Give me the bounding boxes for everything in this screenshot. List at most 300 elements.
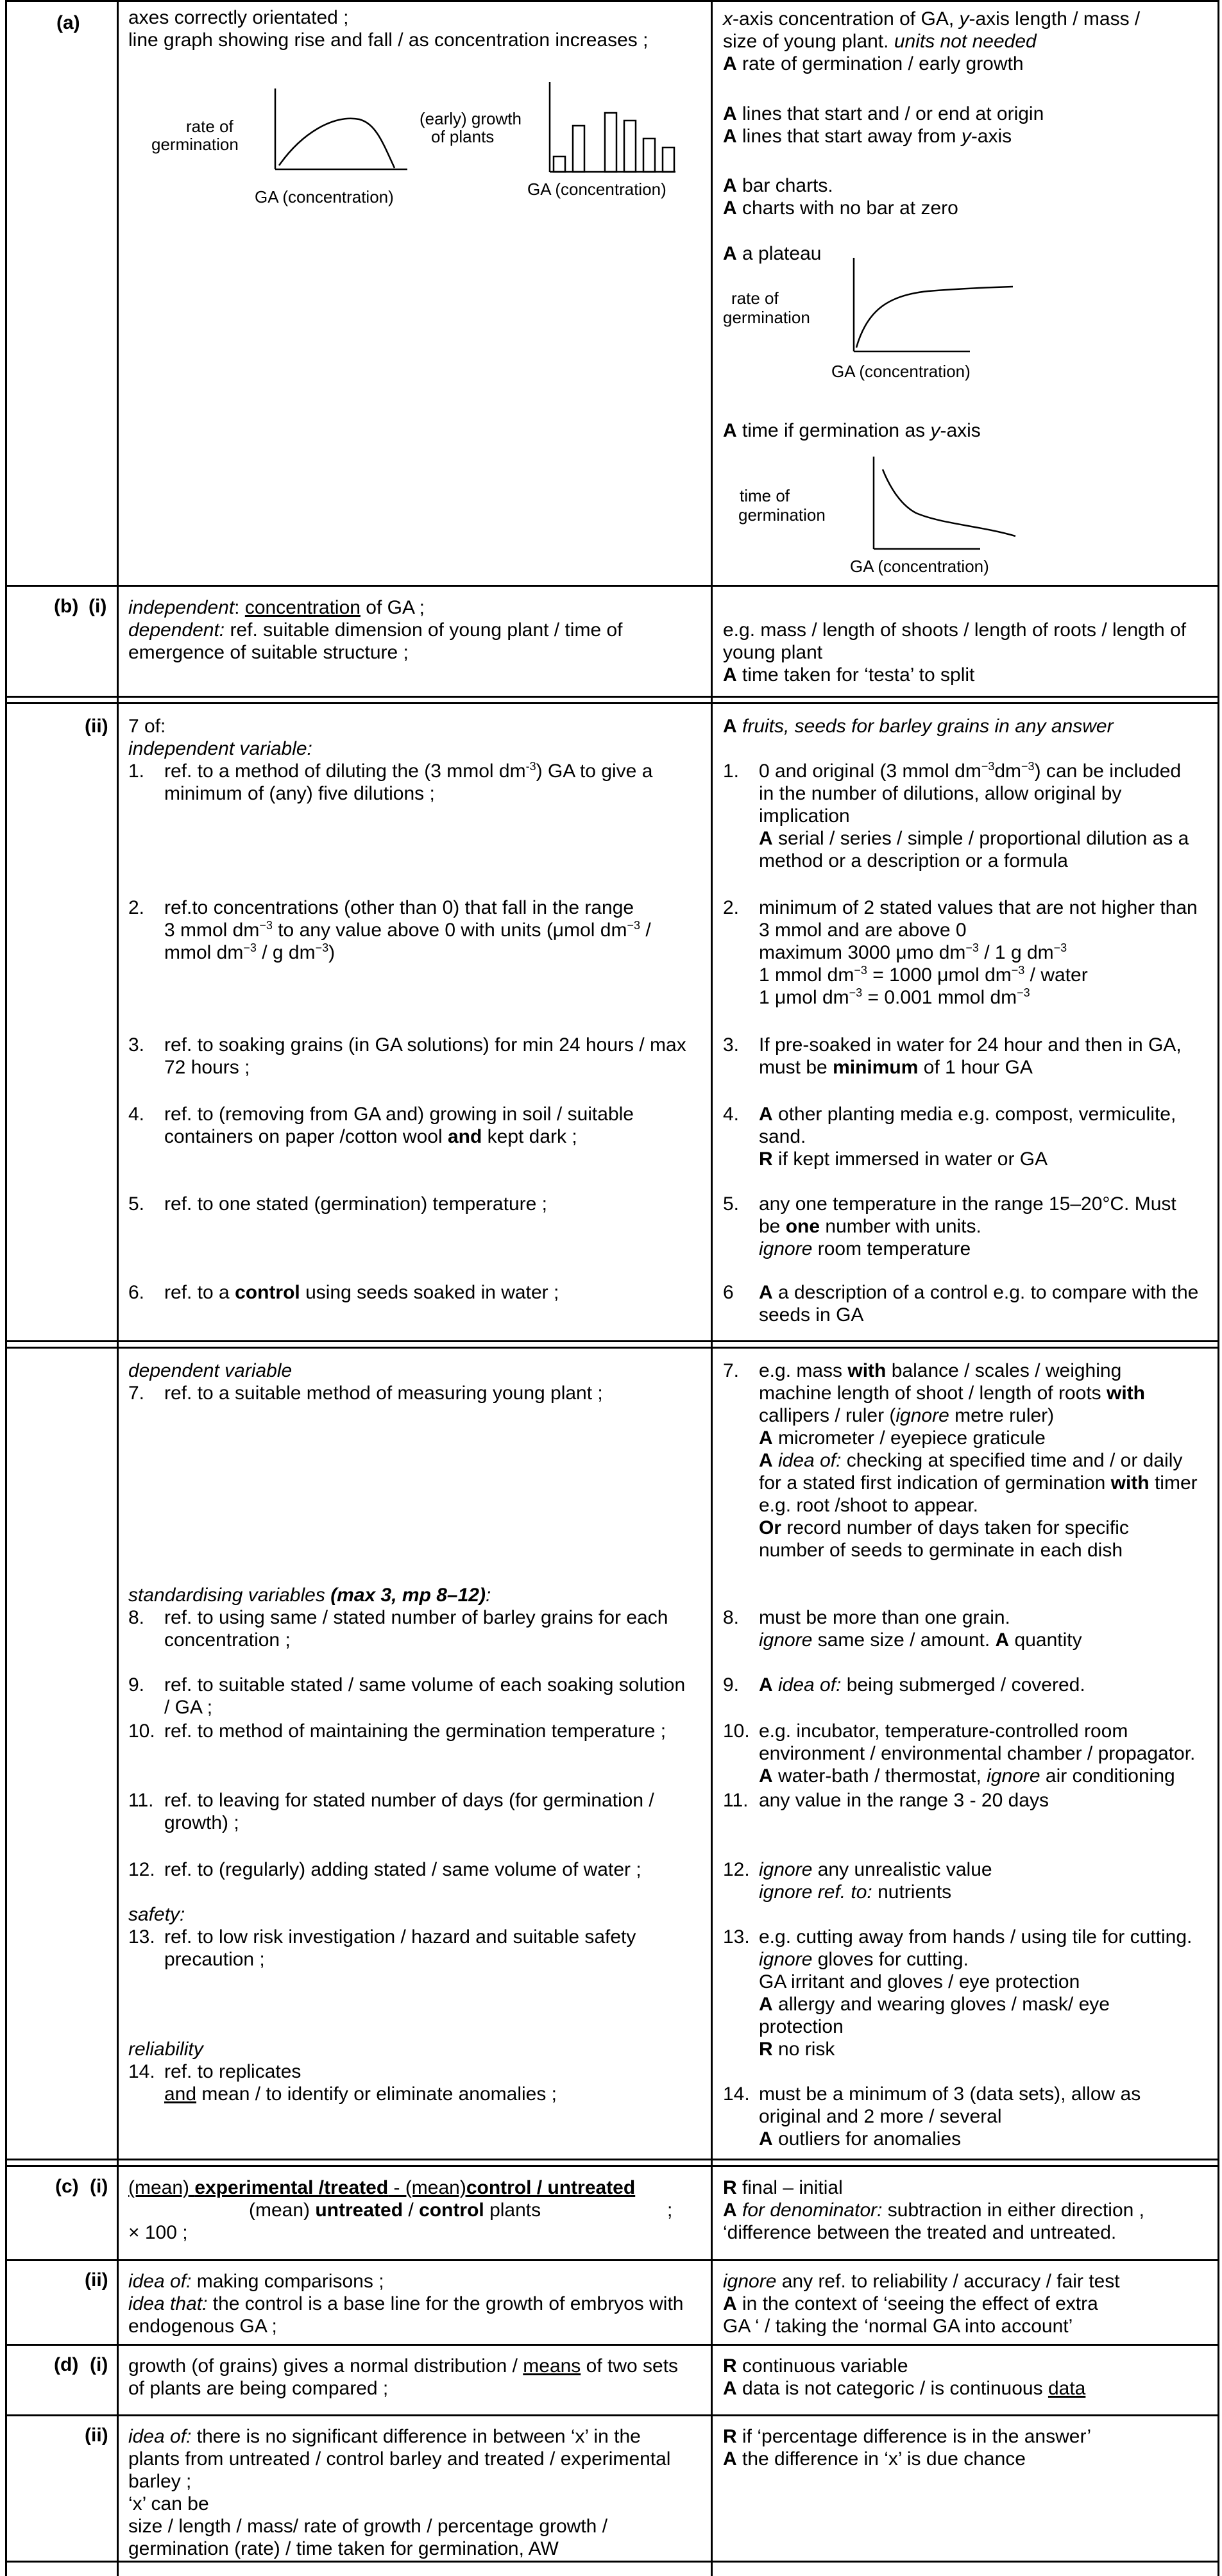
graph-y-label: of plants (431, 127, 495, 146)
answer-line: size / length / mass/ rate of growth / percentage growth / (128, 2516, 608, 2537)
guidance-line (723, 2270, 1120, 2293)
guide-text (759, 1404, 1054, 1427)
guidance-line (723, 2377, 1085, 2400)
table-col-divider-1 (117, 0, 119, 2576)
italic-text: for denominator: (736, 2200, 883, 2221)
italic-text: idea of: (128, 2271, 192, 2292)
italic-text: y (930, 420, 940, 441)
item-number: 8. (128, 1607, 145, 1628)
question-label-a: (a) (56, 12, 80, 33)
text: allergy and wearing gloves / mask/ eye (772, 1994, 1110, 2015)
answer-line: ‘x’ can be (128, 2493, 209, 2514)
bold-text: and (447, 1126, 482, 1147)
accept-marker: A (723, 664, 737, 686)
accept-marker: A (723, 420, 737, 441)
question-sublabel: (ii) (85, 716, 108, 737)
text: continuous variable (736, 2355, 908, 2377)
guide-text: original and 2 more / several (759, 2106, 1002, 2127)
text: ) can be included (1034, 761, 1182, 782)
accept-marker: A (723, 2200, 737, 2221)
reject-marker: R (723, 2426, 737, 2447)
guidance-line (723, 125, 1012, 147)
text: for a stated first indication of germination (759, 1472, 1111, 1494)
row-divider (5, 2165, 1219, 2167)
text: same size / amount. (812, 1629, 996, 1651)
item-number: 2. (128, 897, 145, 918)
text: growth (of grains) gives a normal distribution / (128, 2355, 523, 2377)
text: number with units. (820, 1216, 981, 1237)
text: ref. to a (164, 1282, 235, 1303)
guidance-line: e.g. mass / length of shoots / length of roots / length of (723, 619, 1187, 641)
italic-text: ignore ref. to: (759, 1881, 872, 1903)
guide-text (759, 1103, 1176, 1125)
answer-line (128, 2270, 384, 2293)
guide-text: minimum of 2 stated values that are not higher than (759, 897, 1198, 918)
reject-marker: R (723, 2177, 737, 2198)
answer-line (128, 596, 425, 619)
accept-marker: A (759, 1282, 773, 1303)
item-number: 9. (128, 1674, 145, 1696)
item-text (164, 941, 335, 964)
underlined-text: and (164, 2084, 197, 2105)
answer-semicolon: ; (667, 2200, 673, 2221)
accept-marker: A (723, 2448, 737, 2470)
guidance-line (723, 715, 1114, 737)
text: = 0.001 mmol dm (862, 987, 1017, 1008)
item-text (164, 1125, 577, 1148)
table-right-border (1218, 0, 1219, 2576)
guide-text: protection (759, 2016, 844, 2037)
item-text: ref. to replicates (164, 2061, 301, 2082)
guide-text: in the number of dilutions, allow original by (759, 783, 1122, 804)
guidance-line (723, 2355, 908, 2377)
guide-text: e.g. root /shoot to appear. (759, 1495, 978, 1516)
guidance-line (723, 419, 981, 442)
guide-text (759, 1427, 1046, 1449)
underlined-text: means (523, 2355, 581, 2377)
row-divider (5, 0, 1219, 2)
bold-underlined-text: control / untreated (466, 2177, 636, 2198)
text: serial / series / simple / proportional dilution as a (772, 828, 1189, 849)
item-text (164, 1281, 559, 1304)
graph-x-label: GA (concentration) (255, 187, 394, 206)
answer-line (128, 2176, 635, 2199)
graph-y-label: germination (738, 505, 826, 525)
decreasing-curve (883, 469, 1015, 536)
guide-text: e.g. incubator, temperature-controlled room (759, 1721, 1128, 1742)
answer-line: axes correctly orientated ; (128, 7, 349, 28)
question-sublabel: (ii) (85, 2269, 108, 2291)
item-text: ref. to a suitable method of measuring young plant ; (164, 1383, 603, 1404)
guide-number: 5. (723, 1193, 740, 1215)
guide-number: 8. (723, 1607, 740, 1628)
bar (624, 121, 636, 172)
text: nutrients (872, 1881, 952, 1903)
guide-text: seeds in GA (759, 1304, 864, 1326)
text: mmol dm (164, 942, 244, 963)
text: record number of days taken for specific (781, 1517, 1129, 1538)
text: charts with no bar at zero (736, 198, 958, 219)
item-number: 5. (128, 1193, 145, 1215)
underlined-text: (mean) (128, 2177, 195, 2198)
guide-text (759, 1382, 1145, 1404)
accept-marker: A (759, 828, 773, 849)
guide-text (759, 1517, 1129, 1539)
graph-x-label: GA (concentration) (831, 362, 971, 381)
accept-marker: A (723, 198, 737, 219)
item-text: / GA ; (164, 1697, 213, 1718)
text: room temperature (812, 1238, 971, 1259)
item-number: 6. (128, 1282, 145, 1303)
text: = 1000 μmol dm (867, 964, 1012, 986)
text: must be (759, 1057, 833, 1078)
text: dm (994, 761, 1022, 782)
bold-text: untreated (315, 2200, 403, 2221)
row-divider (5, 2414, 1219, 2416)
guide-text: If pre-soaked in water for 24 hour and then in GA, (759, 1034, 1182, 1056)
bold-text: minimum (833, 1057, 919, 1078)
guide-number: 9. (723, 1674, 740, 1696)
guide-text (759, 986, 1030, 1009)
item-text: ref. to using same / stated number of barley grains for each (164, 1607, 668, 1628)
guidance-line (723, 8, 1140, 30)
item-text (164, 760, 652, 782)
text: 0 and original (3 mmol dm (759, 761, 981, 782)
reject-marker: R (759, 2039, 773, 2060)
text: -axis (971, 126, 1012, 147)
text: e.g. mass (759, 1360, 848, 1381)
plateau-line-graph (851, 258, 1018, 354)
item-text: ref. to (removing from GA and) growing in soil / suitable (164, 1104, 634, 1125)
underlined-text: - (mean) (388, 2177, 466, 2198)
growth-bar-chart (548, 82, 677, 175)
item-text: concentration ; (164, 1629, 291, 1651)
guide-text (759, 964, 1088, 986)
guide-text: implication (759, 805, 850, 827)
bar (663, 147, 674, 172)
guide-text (759, 1674, 1085, 1696)
bold-text: one (785, 1216, 820, 1237)
superscript: −3 (315, 941, 329, 954)
accept-marker: A (759, 1994, 773, 2015)
or-marker: Or (759, 1517, 782, 1538)
item-text: ref. to soaking grains (in GA solutions) for min 24 hours / max (164, 1034, 686, 1056)
guide-text (759, 1629, 1082, 1651)
text: the difference in ‘x’ is due chance (736, 2448, 1026, 2470)
item-number: 1. (128, 761, 145, 782)
question-sublabel: (i) (90, 2354, 108, 2375)
italic-text: y (961, 126, 971, 147)
bold-text: with (1107, 1383, 1146, 1404)
text: a plateau (736, 243, 822, 264)
italic-text: idea of: (128, 2426, 192, 2447)
text: if ‘percentage difference is in the answer’ (736, 2426, 1092, 2447)
guide-text: any one temperature in the range 15–20°C. Must (759, 1193, 1176, 1215)
item-text: ref. to (regularly) adding stated / same volume of water ; (164, 1859, 641, 1880)
accept-marker: A (723, 243, 737, 264)
superscript: −3 (849, 986, 863, 999)
item-number: 4. (128, 1104, 145, 1125)
guidance-line (723, 242, 821, 265)
superscript: −3 (1021, 760, 1035, 773)
item-number: 7. (128, 1383, 145, 1404)
text: micrometer / eyepiece graticule (772, 1427, 1046, 1449)
item-number: 12. (128, 1859, 155, 1880)
answer-line: emergence of suitable structure ; (128, 642, 409, 663)
table-col-divider-2 (711, 0, 713, 2576)
guide-text: environment / environmental chamber / propagator. (759, 1743, 1196, 1764)
text: any ref. to reliability / accuracy / fair test (776, 2271, 1120, 2292)
answer-line (128, 2293, 683, 2315)
italic-text: units not needed (894, 31, 1037, 52)
subheading: dependent variable (128, 1360, 293, 1381)
italic-text: independent (128, 597, 235, 618)
guide-text (759, 1449, 1182, 1472)
text: outliers for anomalies (772, 2128, 962, 2150)
text: maximum 3000 μmo dm (759, 942, 966, 963)
item-text: ref. to low risk investigation / hazard and suitable safety (164, 1926, 636, 1948)
guidance-line (723, 174, 833, 197)
text: gloves for cutting. (812, 1949, 969, 1970)
italic-text: standardising variables (128, 1585, 331, 1606)
reject-marker: R (723, 2355, 737, 2377)
text: (mean) (249, 2200, 316, 2221)
text: 1 μmol dm (759, 987, 849, 1008)
guide-text (759, 1148, 1048, 1170)
guide-text (759, 1993, 1110, 2016)
guidance-line (723, 2425, 1091, 2448)
guide-number: 12. (723, 1859, 750, 1880)
guidance-line (723, 664, 974, 686)
italic-text: idea of: (778, 1450, 842, 1471)
item-text: 72 hours ; (164, 1057, 250, 1078)
graph-y-label: time of (740, 486, 790, 505)
text: other planting media e.g. compost, vermiculite, (772, 1104, 1176, 1125)
guide-text: method or a description or a formula (759, 850, 1068, 871)
question-label-d: (d) (54, 2354, 79, 2375)
guidance-line: young plant (723, 642, 823, 663)
accept-marker: A (723, 103, 737, 124)
accept-marker: A (759, 2128, 773, 2150)
graph-y-label: germination (723, 308, 810, 327)
guide-text: any value in the range 3 - 20 days (759, 1790, 1049, 1811)
text: to any value above 0 with units (μmol dm (272, 920, 627, 941)
rise-fall-curve (279, 119, 395, 168)
guide-text (759, 1056, 1033, 1079)
text: be (759, 1216, 786, 1237)
accept-marker: A (759, 1674, 773, 1696)
text: containers on paper /cotton wool (164, 1126, 448, 1147)
guide-number: 10. (723, 1721, 750, 1742)
guide-text (759, 1881, 951, 1903)
answer-line (128, 619, 623, 641)
answer-line (128, 2425, 641, 2448)
text: 1 mmol dm (759, 964, 854, 986)
bold-text: with (1110, 1472, 1150, 1494)
answer-line: line graph showing rise and fall / as concentration increases ; (128, 29, 649, 51)
guide-number: 1. (723, 761, 740, 782)
answer-line: germination (rate) / time taken for germination, AW (128, 2538, 559, 2559)
guidance-line: GA ‘ / taking the ‘normal GA into account’ (723, 2316, 1073, 2337)
italic-text: fruits, seeds for barley grains in any answer (736, 716, 1114, 737)
accept-marker: A (759, 1427, 773, 1449)
guidance-line (723, 30, 1037, 53)
text: ref. suitable dimension of young plant / time of (225, 619, 623, 641)
guide-text (759, 1858, 992, 1881)
item-text: ref. to one stated (germination) temperature ; (164, 1193, 547, 1215)
answer-line (128, 2355, 678, 2377)
question-label-b: (b) (54, 596, 79, 617)
guide-number: 4. (723, 1104, 740, 1125)
row-divider (5, 702, 1219, 704)
guide-number: 14. (723, 2084, 750, 2105)
item-text: precaution ; (164, 1949, 265, 1970)
text: ) GA to give a (536, 761, 653, 782)
italic-text: ignore (895, 1405, 949, 1426)
text: subtraction in either direction , (882, 2200, 1145, 2221)
answer-line: × 100 ; (128, 2222, 188, 2243)
guide-text: 3 mmol and are above 0 (759, 920, 967, 941)
bar (554, 156, 565, 172)
accept-marker: A (723, 716, 737, 737)
text: the control is a base line for the growth of embryos with (207, 2293, 684, 2314)
text: in the context of ‘seeing the effect of extra (736, 2293, 1098, 2314)
accept-marker: A (759, 1104, 773, 1125)
text: time if germination as (736, 420, 931, 441)
italic-text: ignore (723, 2271, 777, 2292)
superscript: −3 (243, 941, 257, 954)
question-sublabel: (ii) (85, 2425, 108, 2446)
item-text: ref.to concentrations (other than 0) that fall in the range (164, 897, 634, 918)
text: : (234, 597, 245, 618)
answer-line (249, 2199, 541, 2221)
underlined-text: data (1048, 2378, 1086, 2399)
bold-italic-text: (max 3, mp 8–12) (330, 1585, 486, 1606)
text: no risk (772, 2039, 835, 2060)
text: ) (328, 942, 335, 963)
text: -axis length / mass / (969, 8, 1141, 29)
bold-underlined-text: experimental /treated (194, 2177, 389, 2198)
text: / water (1024, 964, 1088, 986)
item-number: 13. (128, 1926, 155, 1948)
item-text: ref. to leaving for stated number of days (for germination / (164, 1790, 654, 1811)
text: -axis (940, 420, 981, 441)
text: checking at specified time and / or daily (841, 1450, 1183, 1471)
italic-text: ignore (759, 1949, 813, 1970)
text: / g dm (256, 942, 316, 963)
text: rate of germination / early growth (736, 53, 1024, 74)
bar (643, 139, 655, 172)
text: there is no significant difference in between ‘x’ in the (191, 2426, 641, 2447)
italic-text: ignore (987, 1765, 1040, 1787)
row-divider (5, 2259, 1219, 2261)
text: size of young plant. (723, 31, 894, 52)
guide-text: must be more than one grain. (759, 1607, 1010, 1628)
text: time taken for ‘testa’ to split (736, 664, 975, 686)
row-divider (5, 1340, 1219, 1342)
accept-marker: A (723, 2378, 737, 2399)
text: machine length of shoot / length of roots (759, 1383, 1107, 1404)
guidance-line (723, 103, 1044, 125)
superscript: −3 (1017, 986, 1030, 999)
graph-x-label: GA (concentration) (850, 557, 989, 576)
italic-text: y (959, 8, 969, 29)
answer-line: 7 of: (128, 716, 166, 737)
graph-y-label: germination (151, 135, 239, 154)
italic-text: : (485, 1585, 491, 1606)
rise-fall-line-graph (273, 88, 407, 172)
accept-marker: A (723, 2293, 737, 2314)
text: balance / scales / weighing (886, 1360, 1122, 1381)
guide-text (759, 1238, 971, 1260)
guide-text (759, 827, 1189, 850)
guidance-line (723, 2448, 1026, 2470)
text: metre ruler) (949, 1405, 1055, 1426)
guide-text: must be a minimum of 3 (data sets), allow as (759, 2084, 1141, 2105)
guidance-line (723, 2293, 1098, 2315)
guidance-line (723, 2176, 843, 2199)
text (773, 1450, 778, 1471)
guide-text (759, 1948, 969, 1971)
guide-text (759, 2038, 835, 2060)
guidance-line (723, 197, 958, 219)
guide-text: number of seeds to germinate in each dish (759, 1540, 1123, 1561)
item-text: minimum of (any) five dilutions ; (164, 783, 435, 804)
guide-number: 6 (723, 1282, 734, 1303)
guide-number: 7. (723, 1360, 740, 1381)
row-divider (5, 696, 1219, 698)
question-label-c: (c) (55, 2176, 79, 2197)
graph-y-label: (early) growth (420, 109, 522, 128)
row-divider (5, 2344, 1219, 2346)
subheading (128, 1584, 491, 1606)
text: being submerged / covered. (841, 1674, 1085, 1696)
text: / 1 g dm (978, 942, 1054, 963)
bold-text: with (847, 1360, 887, 1381)
text: -axis concentration of GA, (733, 8, 960, 29)
graph-x-label: GA (concentration) (527, 180, 666, 199)
guide-number: 2. (723, 897, 740, 918)
text: 3 mmol dm (164, 920, 260, 941)
item-text: ref. to suitable stated / same volume of each soaking solution (164, 1674, 686, 1696)
guide-text (759, 1215, 981, 1238)
question-sublabel: (i) (90, 2176, 108, 2197)
text: of two sets (581, 2355, 679, 2377)
superscript: −3 (965, 941, 979, 954)
guide-text (759, 760, 1181, 782)
text: making comparisons ; (191, 2271, 384, 2292)
text: final – initial (736, 2177, 843, 2198)
bold-text: control (235, 1282, 300, 1303)
subheading: safety: (128, 1904, 185, 1925)
row-divider (5, 2561, 1219, 2563)
item-number: 14. (128, 2061, 155, 2082)
text: timer (1149, 1472, 1198, 1494)
text: air conditioning (1040, 1765, 1175, 1787)
guide-text (759, 1472, 1198, 1494)
reject-marker: R (759, 1149, 773, 1170)
text: using seeds soaked in water ; (300, 1282, 559, 1303)
text: callipers / ruler ( (759, 1405, 896, 1426)
row-divider (5, 2159, 1219, 2160)
guidance-line (723, 53, 1024, 75)
item-text (164, 919, 651, 941)
graph-y-label: rate of (186, 117, 233, 136)
question-sublabel: (i) (89, 596, 107, 617)
superscript: −3 (1011, 964, 1025, 977)
superscript: −3 (259, 919, 273, 932)
guide-text: sand. (759, 1126, 806, 1147)
